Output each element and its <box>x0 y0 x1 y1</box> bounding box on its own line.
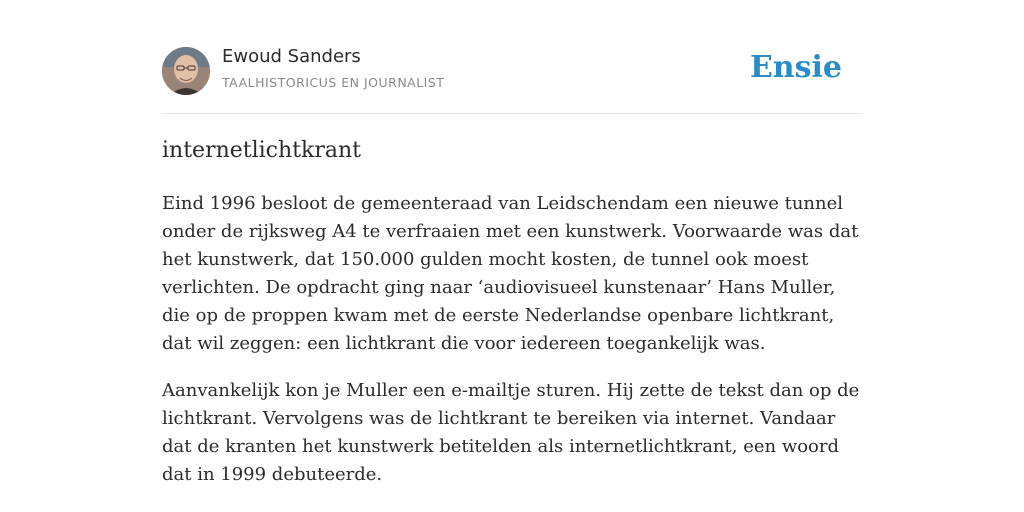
entry-paragraph: Aanvankelijk kon je Muller een e-mailtje sturen. Hij zette de tekst dan op de lichtkrant. Vervolgens was de lichtkrant te bereiken via internet. Vandaar dat de kranten het kunstwerk betitelden als internetlichtkrant, een woord dat in 1999 debuteerde. <box>162 380 860 485</box>
entry-paragraph: Eind 1996 besloot de gemeenteraad van Leidschendam een nieuwe tunnel onder de rijksweg A4 te verfraaien met een kunstwerk. Voorwaarde was dat het kunstwerk, dat 150.000 gulden mocht kosten, de tunnel ook moest verlichten. De opdracht ging naar ‘audiovisueel kunstenaar’ Hans Muller, die op de proppen kwam met de eerste Nederlandse openbare lichtkrant, dat wil zeggen: een lichtkrant die voor iedereen toegankelijk was. <box>162 193 859 354</box>
author-name[interactable]: Ewoud Sanders <box>222 46 361 67</box>
brand-logo[interactable]: Ensie <box>749 50 842 85</box>
entry-title: internetlichtkrant <box>162 138 361 163</box>
author-header <box>162 46 862 96</box>
person-avatar-icon <box>162 47 210 95</box>
author-role: TAALHISTORICUS EN JOURNALIST <box>222 75 445 90</box>
entry-body <box>162 190 862 508</box>
author-avatar[interactable] <box>162 47 210 95</box>
header-divider <box>162 113 862 114</box>
